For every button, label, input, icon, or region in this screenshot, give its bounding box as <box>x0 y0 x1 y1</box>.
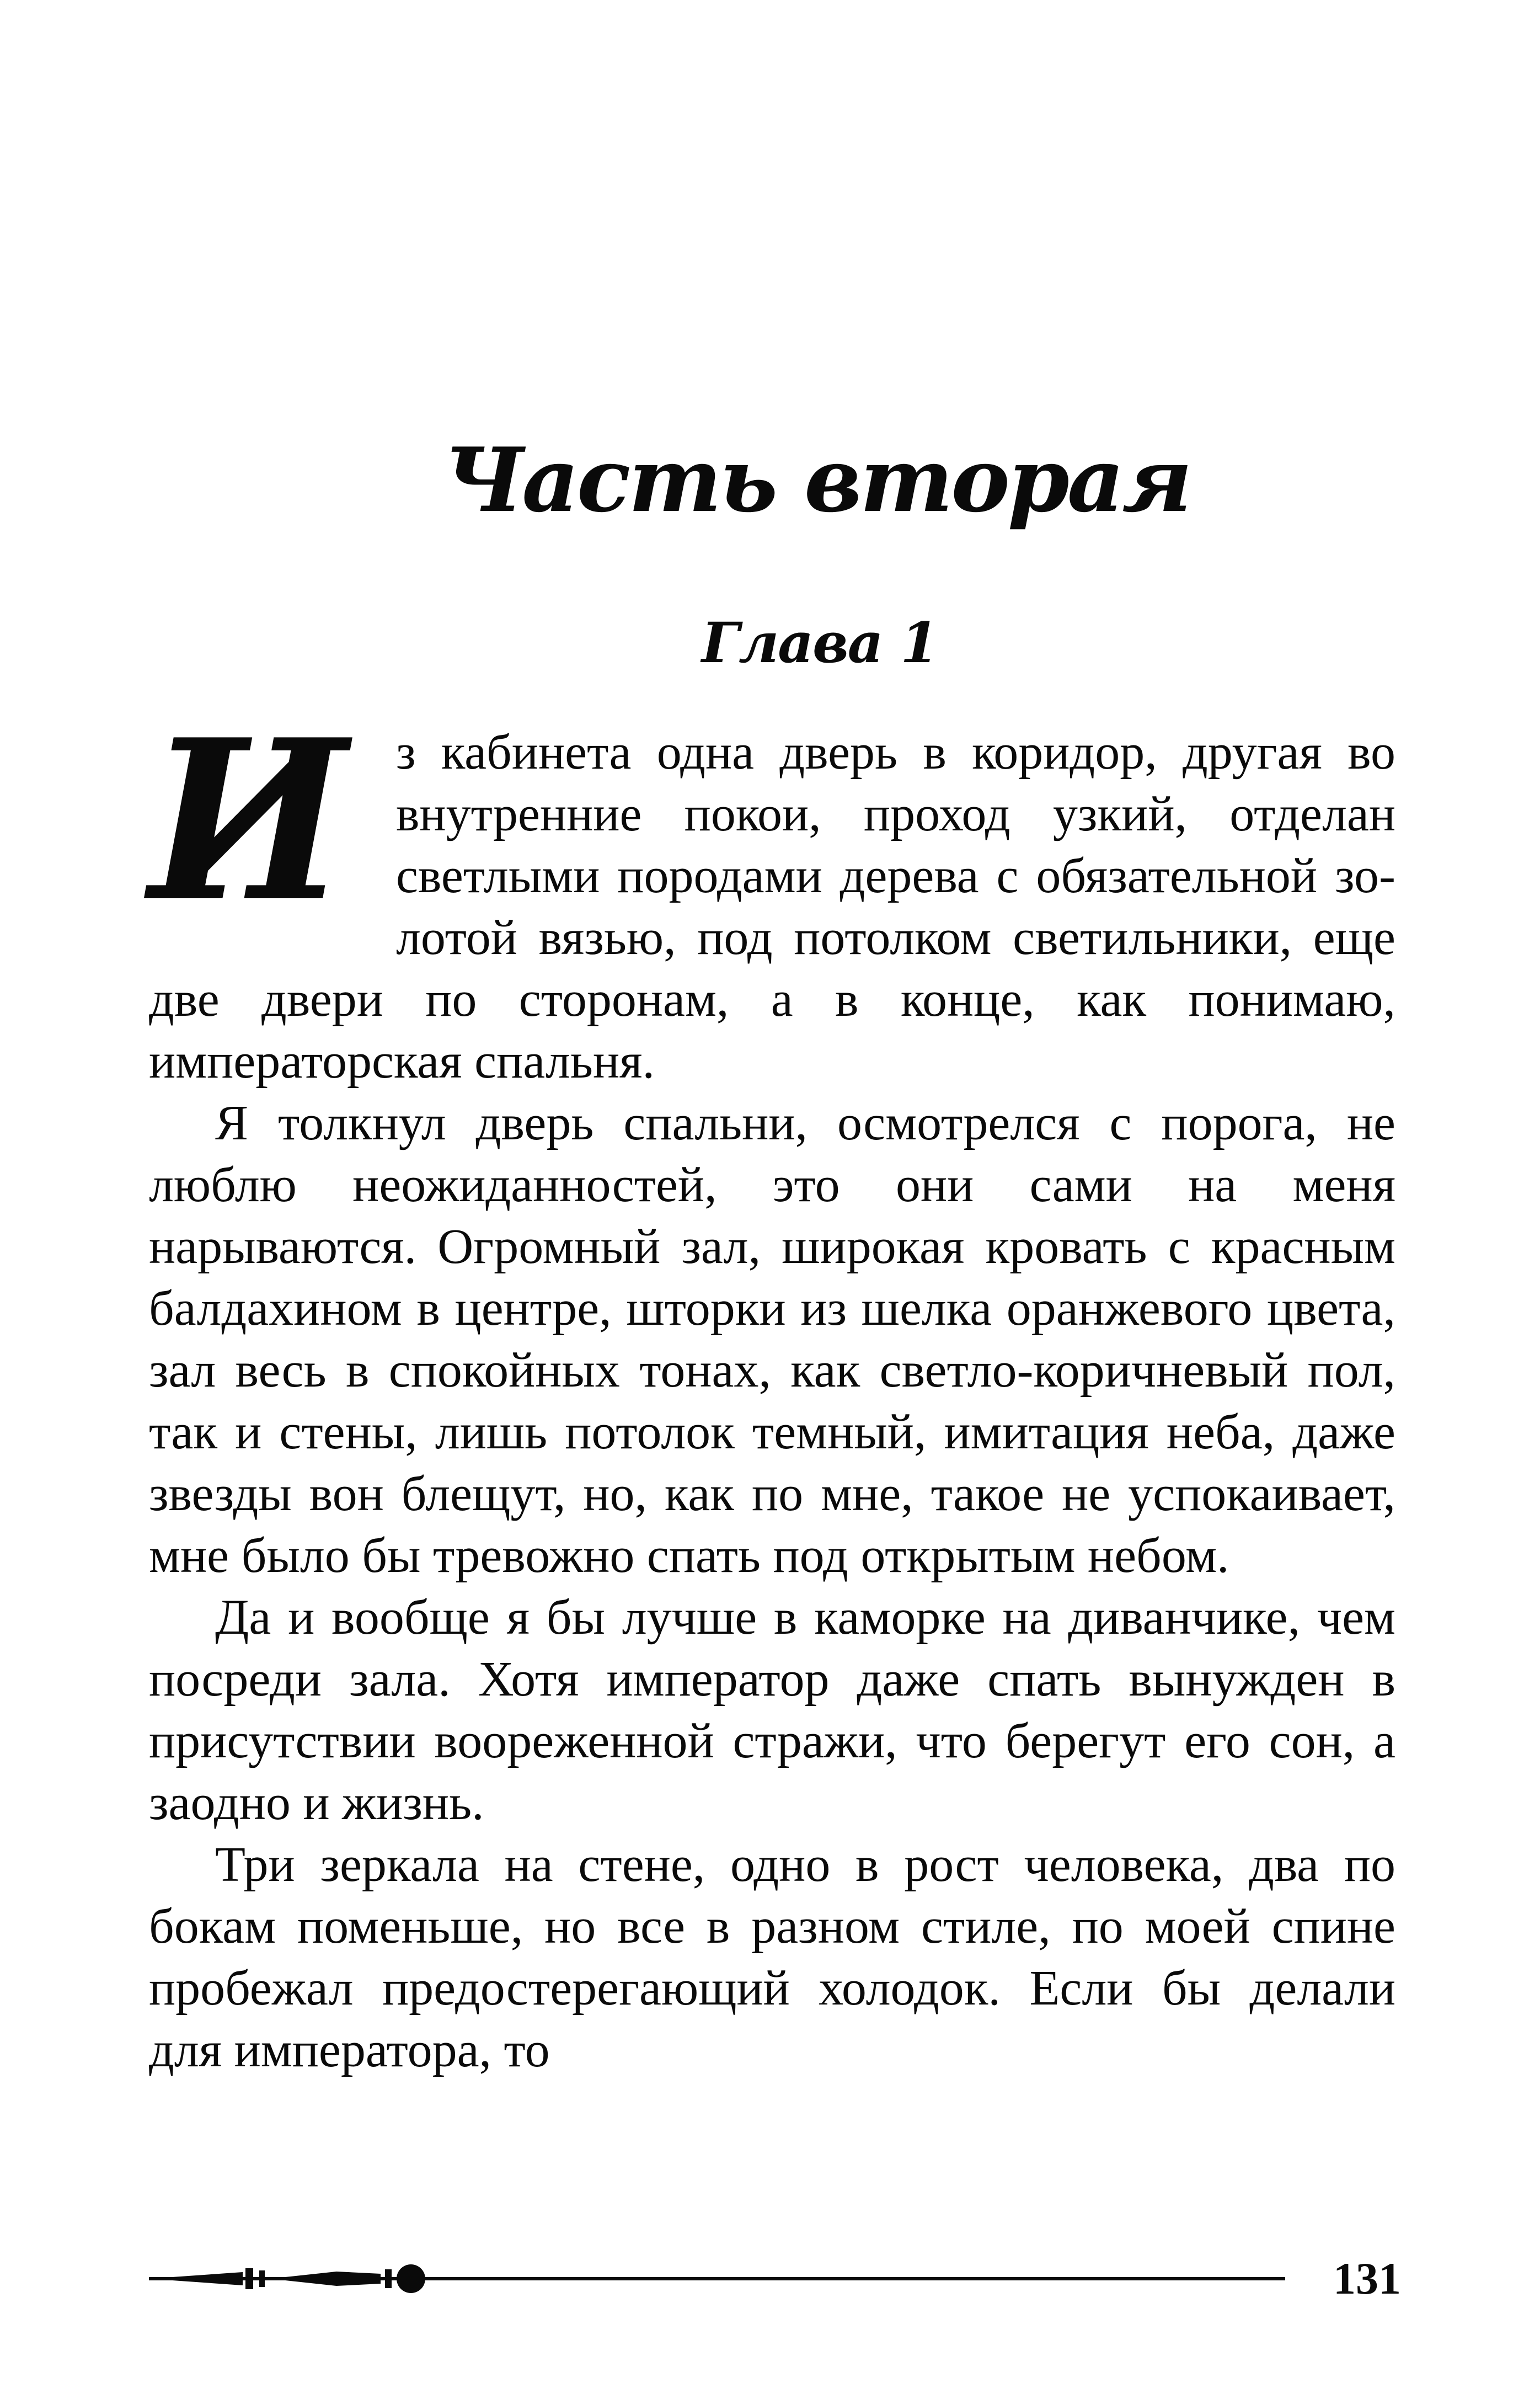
part-title: Часть вторая <box>443 428 1190 532</box>
paragraph-4: Три зеркала на стене, одно в рост человека, два по бокам поменьше, но все в разном стиле, по моей спине пробежал предостерегающий холодок. Если бы делали для императора, то <box>149 1837 1395 2077</box>
page-footer <box>149 2248 1401 2309</box>
paragraph-1: з кабинета одна дверь в коридор, другая во внутренние покои, проход узкий, отделан светлыми породами дерева с обязательной золотой вязью, под потолком светильники, еще две двери по сторонам, а в конце, как понимаю, императорская спальня. <box>149 725 1395 1089</box>
paragraph-3: Да и вообще я бы лучше в каморке на диванчике, чем посреди зала. Хотя император даже спать вынужден в присутствии воореженной стражи, что берегут его сон, а заодно и жизнь. <box>149 1590 1395 1830</box>
drop-cap: И <box>149 691 347 951</box>
paragraph-2: Я толкнул дверь спальни, осмотрелся с порога, не люблю неожиданностей, это они сами на меня нарываются. Огромный зал, широкая кровать с красным балдахином в центре, шторки из шелка оранжевого цвета, зал весь в спокойных тонах, как светло-коричневый пол, так и стены, лишь потолок темный, имитация неба, даже звезды вон блещут, но, как по мне, такое не успокаивает, мне было бы тревожно спать под открытым небом. <box>149 1096 1395 1583</box>
page-number: 131 <box>1333 2253 1401 2304</box>
ornament-rule-icon <box>149 2248 1285 2309</box>
chapter-title: Глава 1 <box>702 610 938 675</box>
body-text <box>149 691 1395 2081</box>
